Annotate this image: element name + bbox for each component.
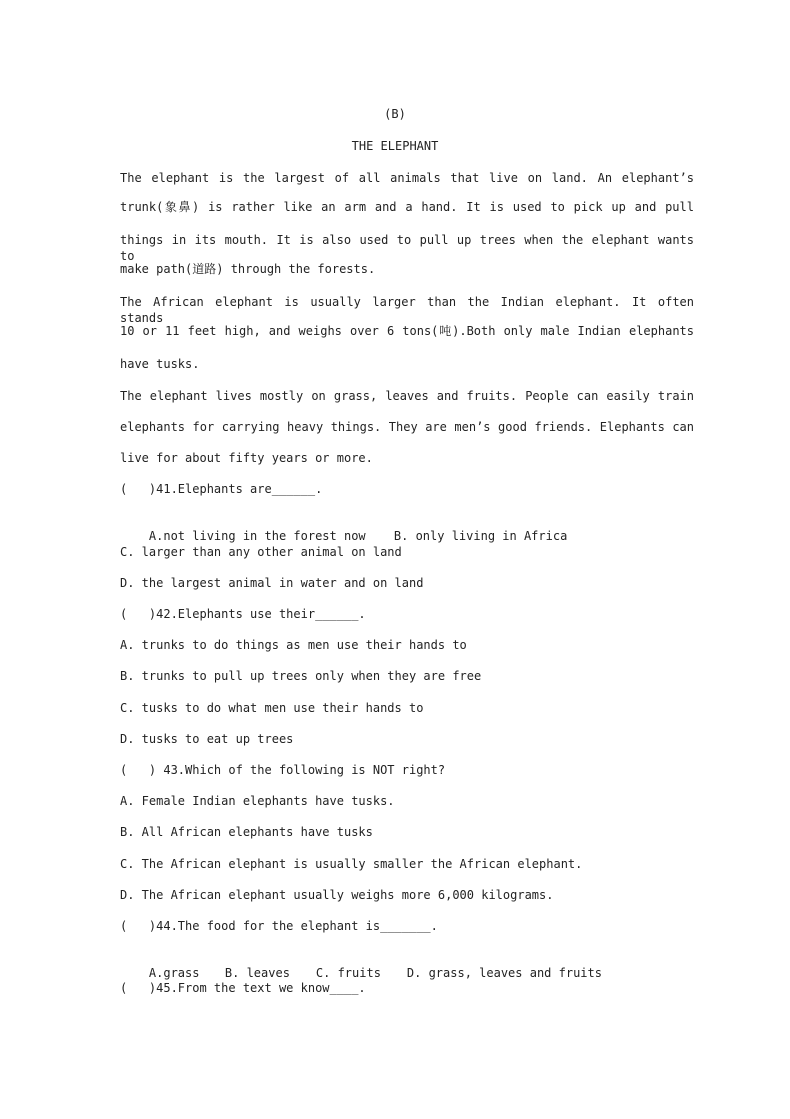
passage-p1-line-4: make path(道路) through the forests. bbox=[120, 262, 376, 276]
passage-p3-line-3: live for about fifty years or more. bbox=[120, 451, 373, 465]
question-43-option-c: C. The African elephant is usually smaller the African elephant. bbox=[120, 857, 583, 871]
question-44-option-c: C. fruits bbox=[315, 966, 381, 980]
question-44-option-b: B. leaves bbox=[224, 966, 290, 980]
question-42-stem: ( )42.Elephants use their______. bbox=[120, 607, 366, 621]
question-41-option-c: C. larger than any other animal on land bbox=[120, 545, 402, 559]
passage-p1-line-3: things in its mouth. It is also used to pull up trees when the elephant wants to bbox=[120, 233, 694, 263]
question-44-stem: ( )44.The food for the elephant is_______. bbox=[120, 919, 438, 933]
question-41-stem: ( )41.Elephants are______. bbox=[120, 482, 323, 496]
question-42-option-d: D. tusks to eat up trees bbox=[120, 732, 294, 746]
question-43-stem: ( ) 43.Which of the following is NOT right? bbox=[120, 763, 446, 777]
question-43-option-a: A. Female Indian elephants have tusks. bbox=[120, 794, 395, 808]
question-42-option-b: B. trunks to pull up trees only when they are free bbox=[120, 669, 482, 683]
passage-p3-line-1: The elephant lives mostly on grass, leaves and fruits. People can easily train bbox=[120, 389, 694, 403]
question-44-option-a: A.grass bbox=[148, 966, 200, 980]
passage-p2-line-3: have tusks. bbox=[120, 357, 200, 371]
passage-p1-line-2: trunk(象鼻) is rather like an arm and a hand. It is used to pick up and pull bbox=[120, 200, 694, 214]
question-42-option-c: C. tusks to do what men use their hands to bbox=[120, 701, 424, 715]
section-label: (B) bbox=[384, 107, 406, 121]
passage-p1-line-1: The elephant is the largest of all animals that live on land. An elephant’s bbox=[120, 171, 694, 185]
passage-p2-line-1: The African elephant is usually larger than the Indian elephant. It often stands bbox=[120, 295, 694, 325]
question-43-option-d: D. The African elephant usually weighs more 6,000 kilograms. bbox=[120, 888, 554, 902]
passage-title: THE ELEPHANT bbox=[351, 139, 439, 153]
passage-p2-line-2: 10 or 11 feet high, and weighs over 6 tons(吨).Both only male Indian elephants bbox=[120, 324, 694, 338]
question-42-option-a: A. trunks to do things as men use their hands to bbox=[120, 638, 467, 652]
question-45-stem: ( )45.From the text we know____. bbox=[120, 981, 366, 995]
question-41-option-b: B. only living in Africa bbox=[393, 529, 568, 543]
passage-p3-line-2: elephants for carrying heavy things. They are men’s good friends. Elephants can bbox=[120, 420, 694, 434]
question-41-option-a: A.not living in the forest now bbox=[148, 529, 366, 543]
question-44-option-d: D. grass, leaves and fruits bbox=[406, 966, 602, 980]
question-41-option-d: D. the largest animal in water and on land bbox=[120, 576, 424, 590]
question-43-option-b: B. All African elephants have tusks bbox=[120, 825, 373, 839]
